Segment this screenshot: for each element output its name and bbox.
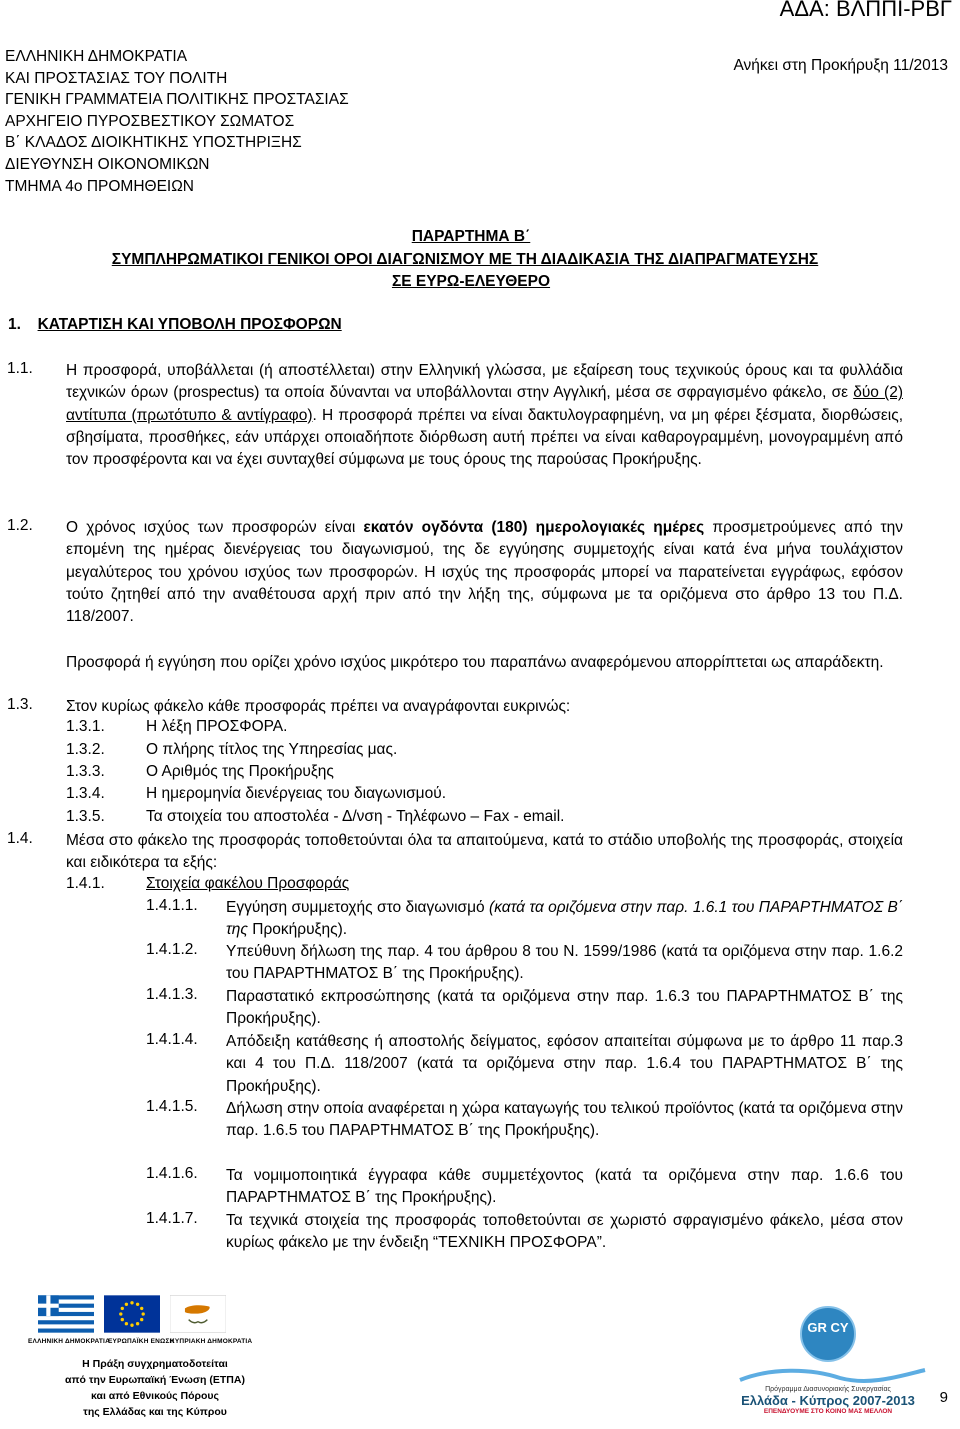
authority-line: ΕΛΛΗΝΙΚΗ ΔΗΜΟΚΡΑΤΙΑ bbox=[5, 48, 188, 65]
item-text: Παραστατικό εκπροσώπησης (κατά τα οριζόμενα στην παρ. 1.6.3 του ΠΑΡΑΡΤΗΜΑΤΟΣ Β΄ της Προκήρυξης). bbox=[226, 988, 903, 1028]
item-number: 1.4.1.3. bbox=[146, 986, 198, 1003]
section-number: 1. bbox=[8, 316, 21, 333]
dolphins-icon bbox=[730, 1364, 930, 1386]
authority-line: ΚΑΙ ΠΡΟΣΤΑΣΙΑΣ ΤΟΥ ΠΟΛΙΤΗ bbox=[5, 69, 228, 87]
item-number: 1.4.1. bbox=[66, 875, 105, 892]
cofunding-statement bbox=[55, 1356, 255, 1420]
validity-period: εκατόν ογδόντα (180) ημερολογιακές ημέρες bbox=[363, 519, 705, 536]
item-text: Απόδειξη κατάθεσης ή αποστολής δείγματος, εφόσον απαιτείται σύμφωνα με το άρθρο 11 παρ.3 και 4 του Π.Δ. 118/2007 (κατά τα οριζόμενα στην παρ. 1.6.4 του ΠΑΡΑΡΤΗΜΑΤΟΣ Β΄ της Προκήρυξης). bbox=[226, 1033, 903, 1095]
logo-caption: ΚΥΠΡΙΑΚΗ ΔΗΜΟΚΡΑΤΙΑ bbox=[170, 1338, 253, 1345]
item-number: 1.4.1.4. bbox=[146, 1031, 198, 1048]
logo-caption: ΕΛΛΗΝΙΚΗ ΔΗΜΟΚΡΑΤΙΑ bbox=[28, 1338, 110, 1345]
item-text: Τα νομιμοποιητικά έγγραφα κάθε συμμετέχοντος (κατά τα οριζόμενα στην παρ. 1.6.6 του ΠΑΡΑΡΤΗΜΑΤΟΣ Β΄ της Προκήρυξης). bbox=[226, 1167, 903, 1207]
item-text: Η ημερομηνία διενέργειας του διαγωνισμού. bbox=[146, 785, 446, 802]
section-heading bbox=[8, 316, 342, 334]
item-number: 1.3.1. bbox=[66, 718, 105, 735]
clause-number: 1.4. bbox=[7, 830, 33, 847]
clause-1-1 bbox=[66, 360, 903, 471]
cyprus-flag-icon bbox=[170, 1295, 226, 1333]
greek-flag-icon bbox=[38, 1295, 94, 1333]
cofunding-line: Η Πράξη συγχρηματοδοτείται bbox=[82, 1358, 228, 1370]
item-number: 1.4.1.5. bbox=[146, 1098, 198, 1115]
authority-line: Β΄ ΚΛΑΔΟΣ ΔΙΟΙΚΗΤΙΚΗΣ ΥΠΟΣΤΗΡΙΞΗΣ bbox=[5, 134, 302, 152]
ada-code: ΑΔΑ: ΒΛΠΠΙ-ΡΒΓ bbox=[779, 0, 952, 21]
item-text-part: Εγγύηση συμμετοχής στο διαγωνισμό bbox=[226, 899, 490, 916]
item-text-part: Προκήρυξης). bbox=[247, 921, 348, 939]
item-number: 1.3.4. bbox=[66, 785, 105, 802]
annex-line: ΣΥΜΠΛΗΡΩΜΑΤΙΚΟΙ ΓΕΝΙΚΟΙ ΟΡΟΙ ΔΙΑΓΩΝΙΣΜΟΥ ΜΕ ΤΗ ΔΙΑΔΙΚΑΣΙΑ ΤΗΣ ΔΙΑΠΡΑΓΜΑΤΕΥΣΗΣ bbox=[111, 250, 819, 268]
clause-1-2 bbox=[66, 517, 903, 628]
authority-line: ΤΜΗΜΑ 4ο ΠΡΟΜΗΘΕΙΩΝ bbox=[5, 177, 194, 195]
authority-line: ΔΙΕΥΘΥΝΣΗ ΟΙΚΟΝΟΜΙΚΩΝ bbox=[5, 155, 210, 173]
item-text bbox=[226, 897, 903, 942]
copies-requirement: δύο (2) αντίτυπα (πρωτότυπο & αντίγραφο) bbox=[66, 384, 903, 424]
cofunding-line: της Ελλάδας και της Κύπρου bbox=[83, 1406, 227, 1418]
item-text-italic: (κατά τα οριζόμενα στην παρ. 1.6.1 του ΠΑΡΑΡΤΗΜΑΤΟΣ Β΄ της bbox=[226, 899, 903, 939]
item-number: 1.3.3. bbox=[66, 763, 105, 780]
clause-number: 1.1. bbox=[7, 360, 33, 377]
clause-1-2-note: Προσφορά ή εγγύηση που ορίζει χρόνο ισχύος μικρότερο του παραπάνω αναφερόμενου απορρίπτεται ως απαράδεκτη. bbox=[66, 654, 884, 671]
item-text: Ο Αριθμός της Προκήρυξης bbox=[146, 763, 334, 780]
belongs-to-notice: Ανήκει στη Προκήρυξη 11/2013 bbox=[733, 57, 948, 74]
issuing-authority bbox=[5, 46, 349, 197]
cofunding-line: από την Ευρωπαϊκή Ένωση (ΕΤΠΑ) bbox=[65, 1374, 245, 1386]
clause-number: 1.2. bbox=[7, 517, 33, 534]
clause-text: . Η προσφορά πρέπει να είναι δακτυλογραφημένη, να μη φέρει ξέσματα, διορθώσεις, σβησίματα, προσθήκες, εάν υπάρχει οποιαδήποτε διόρθωση αυτή πρέπει να είναι καθαρογραμμένη, μονογραμμένη από τον προσφέροντα και να έχει συνταχθεί σύμφωνα με τους όρους της παρούσας Προκήρυξης. bbox=[66, 406, 904, 469]
clause-text: Η προσφορά, υποβάλλεται (ή αποστέλλεται) στην Ελληνική γλώσσα, με εξαίρεση τους τεχνικούς όρους και τα φυλλάδια τεχνικών όρων (prospectus) τα οποία δύνανται να υποβάλλονται στην Αγγλική, μέσα σε σφραγισμένο φάκελο, σε bbox=[66, 362, 903, 402]
eu-flag-icon bbox=[104, 1295, 160, 1333]
item-text: Η λέξη ΠΡΟΣΦΟΡΑ. bbox=[146, 718, 288, 735]
programme-caption bbox=[738, 1386, 918, 1415]
authority-line: ΑΡΧΗΓΕΙΟ ΠΥΡΟΣΒΕΣΤΙΚΟΥ ΣΩΜΑΤΟΣ bbox=[5, 112, 295, 130]
item-text: Τα τεχνικά στοιχεία της προσφοράς τοποθετούνται σε χωριστό σφραγισμένο φάκελο, μέσα στον κυρίως φάκελο με την ένδειξη “ΤΕΧΝΙΚΗ ΠΡΟΣΦΟΡΑ”. bbox=[226, 1212, 903, 1252]
section-title: ΚΑΤΑΡΤΙΣΗ ΚΑΙ ΥΠΟΒΟΛΗ ΠΡΟΣΦΟΡΩΝ bbox=[37, 316, 342, 333]
item-text: Υπεύθυνη δήλωση της παρ. 4 του άρθρου 8 του Ν. 1599/1986 (κατά τα οριζόμενα στην παρ. 1.6.2 του ΠΑΡΑΡΤΗΜΑΤΟΣ Β΄ της Προκήρυξης). bbox=[226, 943, 903, 983]
programme-line: Πρόγραμμα Διασυνοριακής Συνεργασίας bbox=[765, 1386, 891, 1393]
page-number: 9 bbox=[939, 1389, 948, 1406]
clause-1-3: Στον κυρίως φάκελο κάθε προσφοράς πρέπει να αναγράφονται ευκρινώς: bbox=[66, 698, 571, 715]
authority-line: ΓΕΝΙΚΗ ΓΡΑΜΜΑΤΕΙΑ ΠΟΛΙΤΙΚΗΣ ΠΡΟΣΤΑΣΙΑΣ bbox=[5, 91, 349, 109]
programme-logo-text: GR CY bbox=[807, 1320, 849, 1335]
item-number: 1.4.1.6. bbox=[146, 1165, 198, 1182]
item-number: 1.4.1.2. bbox=[146, 941, 198, 958]
clause-number: 1.3. bbox=[7, 696, 33, 713]
cofunding-line: και από Εθνικούς Πόρους bbox=[91, 1390, 219, 1402]
programme-name: Ελλάδα - Κύπρος 2007-2013 bbox=[741, 1393, 915, 1408]
logo-caption: ΕΥΡΩΠΑΪΚΗ ΕΝΩΣΗ bbox=[108, 1338, 175, 1345]
item-text: Τα στοιχεία του αποστολέα - Δ/νση - Τηλέφωνο – Fax - email. bbox=[146, 808, 565, 825]
item-text: Ο πλήρης τίτλος της Υπηρεσίας μας. bbox=[146, 741, 398, 758]
clause-text: προσμετρούμενες από την επομένη της ημέρας διενέργειας του διαγωνισμού, της δε εγγύησης συμμετοχής είναι κατά ένα μήνα τουλάχιστον μεγαλύτερος του χρόνου ισχύος των προσφορών. Η ισχύς της προσφοράς μπορεί να παρατείνεται εγγράφως, εφόσον τούτο ζητηθεί από την αναθέτουσα αρχή πριν από την λήξη της, σύμφωνα με τα οριζόμενα στο άρθρο 13 του Π.Δ. 118/2007. bbox=[66, 519, 904, 626]
item-number: 1.4.1.7. bbox=[146, 1210, 198, 1227]
item-text: Δήλωση στην οποία αναφέρεται η χώρα καταγωγής του τελικού προϊόντος (κατά τα οριζόμενα στην παρ. 1.6.5 του ΠΑΡΑΡΤΗΜΑΤΟΣ Β΄ της Προκήρυξης). bbox=[226, 1100, 903, 1140]
item-number: 1.3.2. bbox=[66, 741, 105, 758]
footer bbox=[0, 1290, 960, 1429]
programme-logo-icon bbox=[798, 1304, 858, 1364]
item-number: 1.4.1.1. bbox=[146, 897, 198, 914]
clause-text: Ο χρόνος ισχύος των προσφορών είναι bbox=[66, 519, 364, 536]
clause-1-4: Μέσα στο φάκελο της προσφοράς τοποθετούνται όλα τα απαιτούμενα, κατά το στάδιο υποβολής της προσφοράς, στοιχεία και ειδικότερα τα εξής: bbox=[66, 832, 903, 872]
envelope-contents-title: Στοιχεία φακέλου Προσφοράς bbox=[146, 875, 350, 892]
annex-line: ΠΑΡΑΡΤΗΜΑ Β΄ bbox=[411, 228, 531, 245]
annex-title bbox=[0, 226, 930, 294]
programme-slogan: ΕΠΕΝΔΥΟΥΜΕ ΣΤΟ ΚΟΙΝΟ ΜΑΣ ΜΕΛΛΟΝ bbox=[763, 1408, 893, 1415]
annex-line: ΣΕ ΕΥΡΩ-ΕΛΕΥΘΕΡΟ bbox=[391, 273, 551, 290]
item-number: 1.3.5. bbox=[66, 808, 105, 825]
